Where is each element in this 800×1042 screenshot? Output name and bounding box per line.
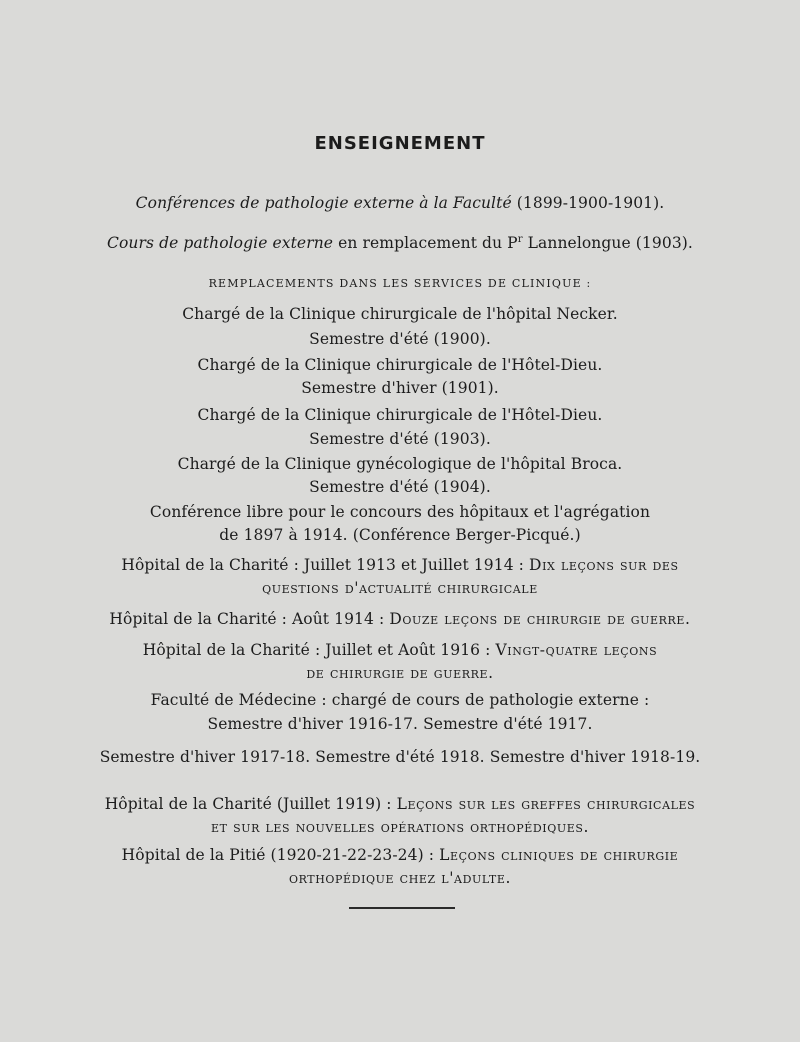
charite-1914-line	[0, 609, 800, 629]
pitie-prefix: Hôpital de la Pitié (1920-21-22-23-24) :	[121, 846, 435, 864]
charite-1919-line2: et sur les nouvelles opérations orthopédiques.	[211, 818, 589, 836]
semestres-line: Semestre d'hiver 1917-18. Semestre d'été 1918. Semestre d'hiver 1918-19.	[99, 748, 701, 766]
charite-1913-lecons: Dix leçons sur des	[529, 556, 679, 574]
pitie-lecons: Leçons cliniques de chirurgie	[439, 846, 679, 864]
charge-3-line2: Semestre d'été (1903).	[309, 430, 491, 448]
charge-4-line1: Chargé de la Clinique gynécologique de l'hôpital Broca.	[177, 455, 623, 473]
charge-2-line1: Chargé de la Clinique chirurgicale de l'Hôtel-Dieu.	[197, 356, 603, 374]
remplacements-heading: REMPLACEMENTS DANS LES SERVICES DE CLINIQUE :	[208, 277, 592, 290]
charge-3-line1: Chargé de la Clinique chirurgicale de l'Hôtel-Dieu.	[197, 406, 603, 424]
charite-1913-line2: questions d'actualité chirurgicale	[262, 579, 538, 597]
charite-1919-line1	[0, 794, 800, 814]
faculte-line2: Semestre d'hiver 1916-17. Semestre d'été 1917.	[207, 715, 593, 733]
conferences-line	[0, 193, 800, 213]
charite-1913-line1	[0, 555, 800, 575]
cours-text-a: en remplacement du P	[338, 234, 518, 252]
conference-libre-line2: de 1897 à 1914. (Conférence Berger-Picqué.)	[219, 526, 581, 544]
conferences-label: Conférences de pathologie externe à la Faculté	[135, 194, 512, 212]
charite-1919-lecons: Leçons sur les greffes chirurgicales	[396, 795, 696, 813]
charite-1916-prefix: Hôpital de la Charité : Juillet et Août 1916 :	[142, 641, 491, 659]
pitie-line1	[0, 845, 800, 865]
charite-1916-lecons: Vingt-quatre leçons	[495, 641, 658, 659]
cours-label: Cours de pathologie externe	[107, 234, 334, 252]
charite-1916-line1	[0, 640, 800, 660]
charite-1919-prefix: Hôpital de la Charité (Juillet 1919) :	[104, 795, 392, 813]
charite-1914-prefix: Hôpital de la Charité : Août 1914 :	[109, 610, 385, 628]
charge-4-line2: Semestre d'été (1904).	[309, 478, 491, 496]
conference-libre-line1: Conférence libre pour le concours des hôpitaux et l'agrégation	[149, 503, 651, 521]
closing-rule	[349, 907, 455, 909]
faculte-line1: Faculté de Médecine : chargé de cours de pathologie externe :	[150, 691, 650, 709]
page-title: ENSEIGNEMENT	[314, 133, 486, 154]
cours-superscript: r	[517, 233, 523, 245]
pitie-line2: orthopédique chez l'adulte.	[288, 869, 511, 887]
cours-text-b: Lannelongue (1903).	[527, 234, 693, 252]
charge-2-line2: Semestre d'hiver (1901).	[301, 379, 499, 397]
charge-1-line1: Chargé de la Clinique chirurgicale de l'hôpital Necker.	[182, 305, 618, 323]
charite-1914-lecons: Douze leçons de chirurgie de guerre.	[389, 610, 691, 628]
charite-1913-prefix: Hôpital de la Charité : Juillet 1913 et Juillet 1914 :	[121, 556, 525, 574]
charge-1-line2: Semestre d'été (1900).	[309, 330, 491, 348]
charite-1916-line2: de chirurgie de guerre.	[306, 664, 494, 682]
cours-line	[0, 233, 800, 253]
conferences-years: (1899-1900-1901).	[516, 194, 665, 212]
